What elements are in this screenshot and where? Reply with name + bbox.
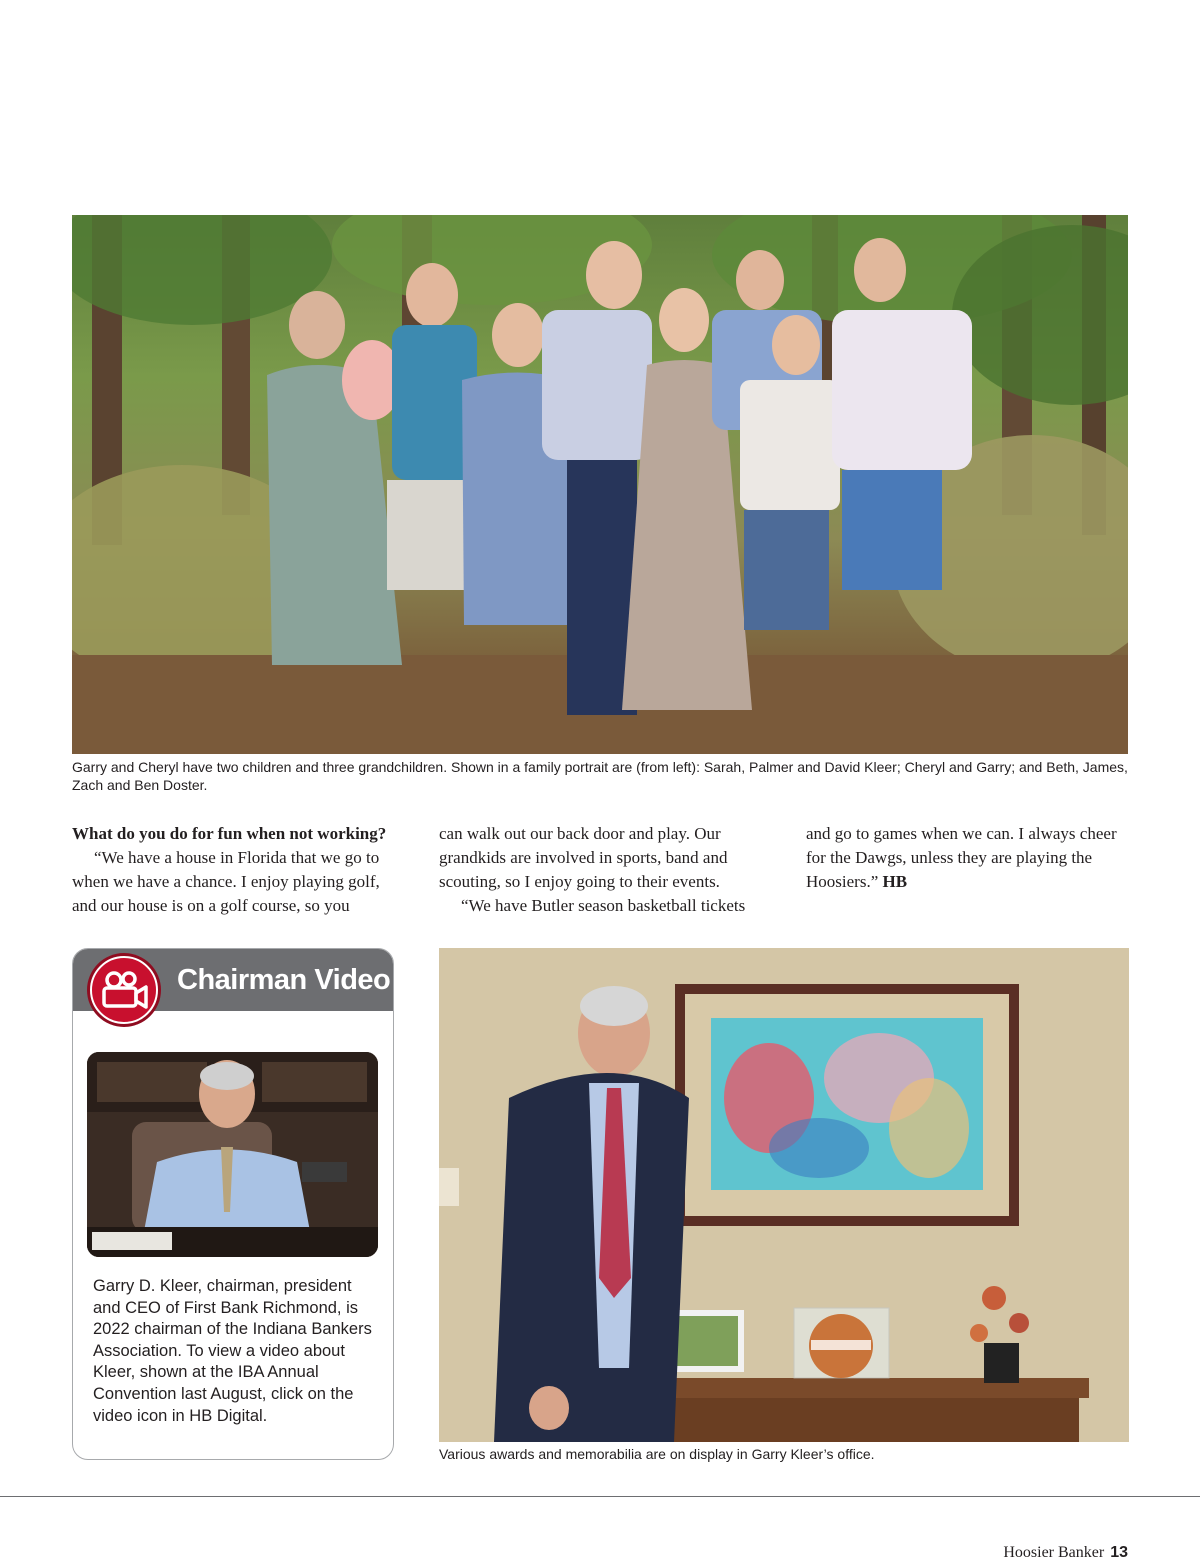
article-column-1 bbox=[72, 822, 402, 918]
article-closing-text: and go to games when we can. I always cheer for the Dawgs, unless they are playing the Hoosiers.” bbox=[806, 824, 1117, 891]
article-question: What do you do for fun when not working? bbox=[72, 824, 387, 843]
page-number: 13 bbox=[1110, 1544, 1128, 1561]
page-footer bbox=[1003, 1544, 1128, 1562]
video-camera-icon[interactable] bbox=[86, 952, 162, 1028]
article-paragraph bbox=[806, 822, 1136, 894]
article-column-2 bbox=[439, 822, 769, 918]
footer-rule bbox=[0, 1496, 1200, 1497]
article-column-3 bbox=[806, 822, 1136, 894]
family-photo-caption: Garry and Cheryl have two children and three grandchildren. Shown in a family portrait are (from left): Sarah, Palmer and David Kleer; Cheryl and Garry; and Beth, James, Zach and Ben Doster. bbox=[72, 759, 1128, 793]
article-paragraph: “We have a house in Florida that we go to when we have a chance. I enjoy playing golf, and our house is on a golf course, so you bbox=[72, 848, 380, 915]
office-photo bbox=[439, 948, 1129, 1442]
article-paragraph: can walk out our back door and play. Our grandkids are involved in sports, band and scouting, so I enjoy going to their events. bbox=[439, 824, 728, 891]
chairman-video-thumbnail[interactable] bbox=[87, 1052, 378, 1257]
video-description: Garry D. Kleer, chairman, president and CEO of First Bank Richmond, is 2022 chairman of the Indiana Bankers Association. To view a video about Kleer, shown at the IBA Annual Convention last August, click on the video icon in HB Digital. bbox=[93, 1277, 372, 1425]
end-mark: HB bbox=[882, 872, 908, 891]
family-portrait-photo bbox=[72, 215, 1128, 754]
article-paragraph: “We have Butler season basketball tickets bbox=[461, 896, 746, 915]
video-box-title: Chairman Video bbox=[177, 964, 391, 996]
publication-name: Hoosier Banker bbox=[1003, 1544, 1105, 1561]
office-photo-caption: Various awards and memorabilia are on display in Garry Kleer’s office. bbox=[439, 1446, 875, 1462]
